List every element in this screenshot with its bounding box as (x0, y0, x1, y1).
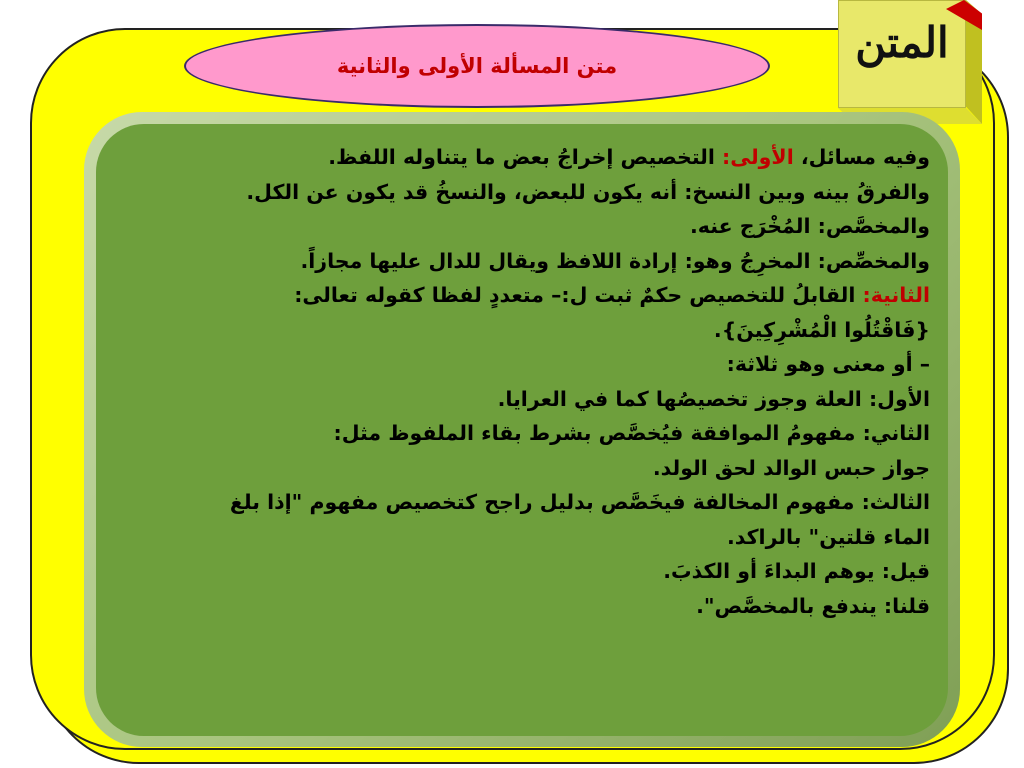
text-line: والمخصِّص: المخرِجُ وهو: إرادة اللافظ ويقال للدال عليها مجازاً. (300, 248, 930, 273)
text-line: جواز حبس الوالد لحق الولد. (652, 455, 930, 480)
text-line (214, 140, 930, 175)
text-line: الثالث: مفهوم المخالفة فيخَصَّص بدليل راجح كتخصيص مفهوم "إذا بلغ الماء قلتين" بالراكد. (229, 490, 930, 549)
text-segment: وفيه مسائل، (793, 145, 930, 169)
content-text (214, 140, 930, 623)
text-line: – أو معنى وهو ثلاثة: (726, 352, 930, 376)
text-segment: القابلُ للتخصيص حكمٌ ثبت ل:– متعددٍ لفظا كقوله تعالى: (294, 283, 863, 307)
section-label: المتن (855, 18, 949, 67)
text-line: والفرقُ بينه وبين النسخ: أنه يكون للبعض، والنسخُ قد يكون عن الكل. (246, 179, 930, 204)
text-line: {فَاقْتُلُوا الْمُشْرِكِينَ}. (713, 317, 930, 342)
text-line: الثاني: مفهومُ الموافقة فيُخصَّص بشرط بقاء الملفوظ مثل: (333, 421, 930, 445)
slide-title: متن المسألة الأولى والثانية (336, 54, 618, 78)
text-line: والمخصَّص: المُخْرَج عنه. (690, 214, 930, 238)
highlight-second: الثانية: (862, 283, 930, 307)
text-line: الأول: العلة وجوز تخصيصُها كما في العرايا. (497, 386, 930, 411)
text-line (214, 278, 930, 313)
text-line: قيل: يوهم البداءَ أو الكذبَ. (663, 559, 930, 583)
text-segment: التخصيص إخراجُ بعض ما يتناوله اللفظ. (328, 145, 723, 169)
title-banner (184, 24, 770, 108)
highlight-first: الأولى: (722, 145, 794, 169)
text-line: قلنا: يندفع بالمخصَّص". (696, 593, 930, 618)
